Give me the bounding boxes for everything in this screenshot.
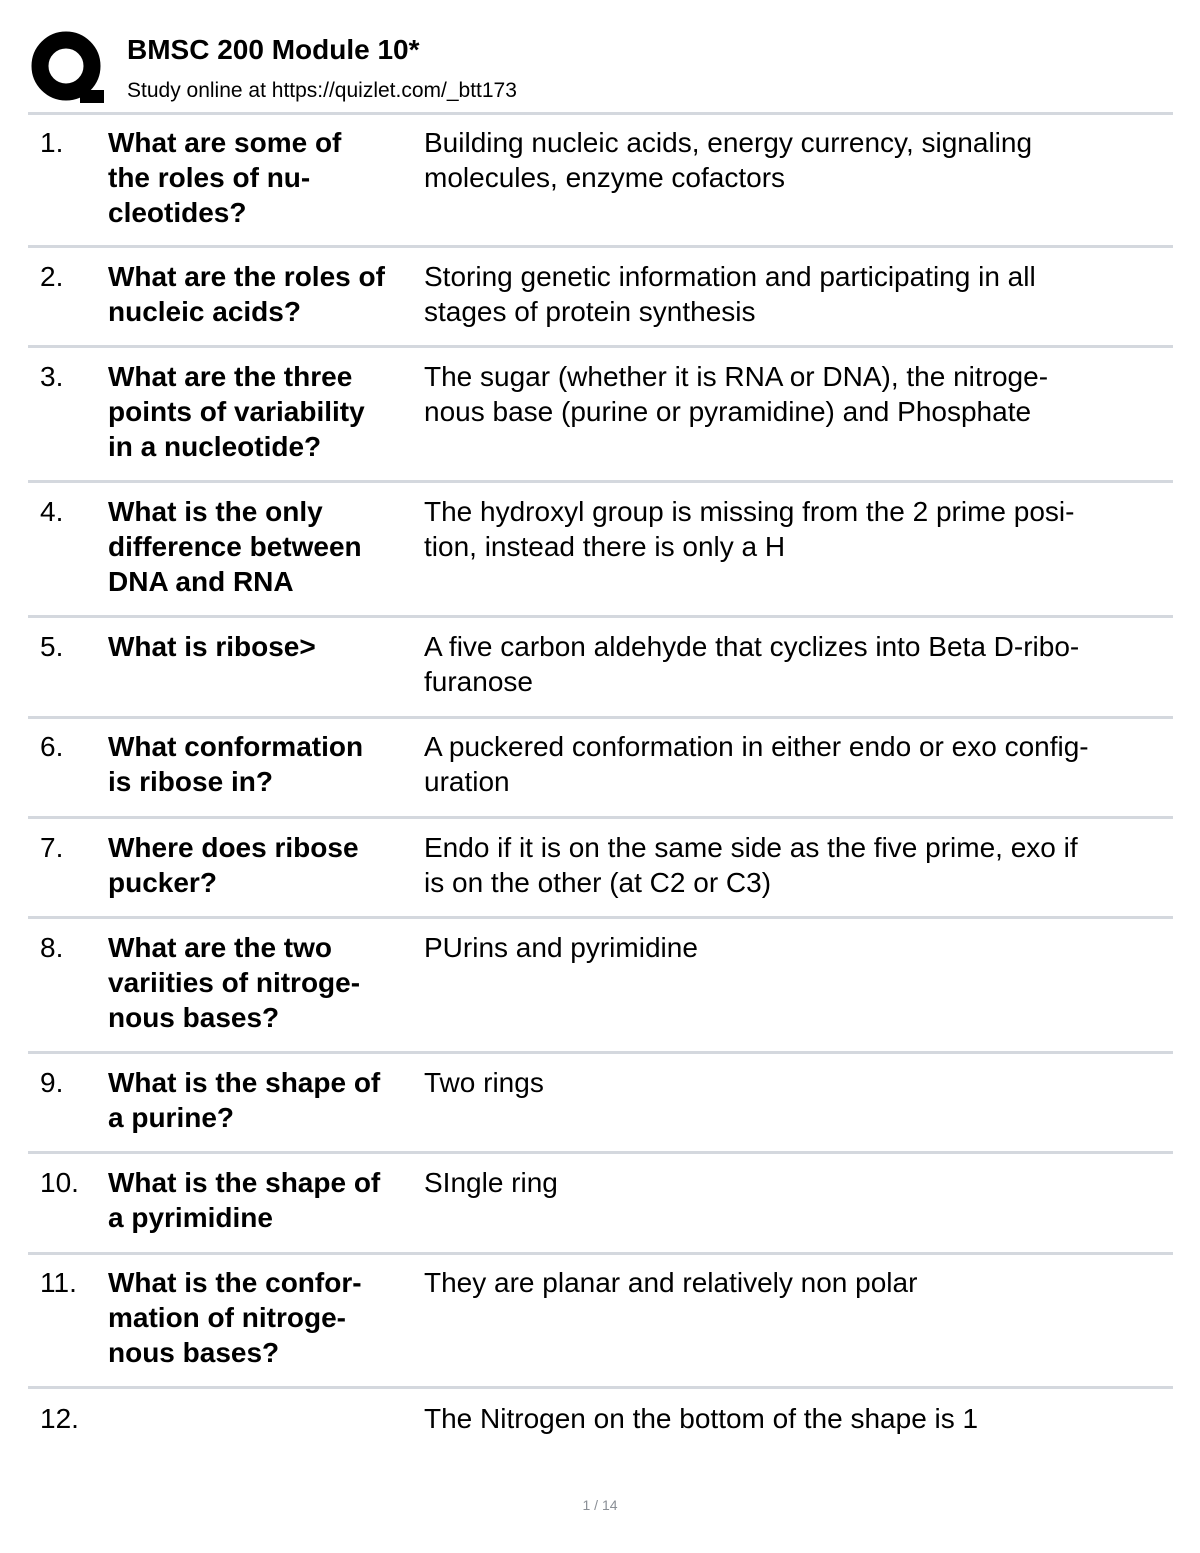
card-definition: The Nitrogen on the bottom of the shape is 1 xyxy=(424,1403,979,1434)
card-number: 8. xyxy=(40,932,64,963)
divider xyxy=(28,1252,1173,1255)
card-number: 1. xyxy=(40,127,64,158)
divider xyxy=(28,112,1173,115)
card-term: What are the two variities of nitroge- nous bases? xyxy=(108,932,361,1033)
card-number: 6. xyxy=(40,731,64,762)
divider xyxy=(28,480,1173,483)
divider xyxy=(28,716,1173,719)
divider xyxy=(28,245,1173,248)
card-number: 3. xyxy=(40,361,64,392)
divider xyxy=(28,615,1173,618)
card-number: 11. xyxy=(40,1267,77,1298)
divider xyxy=(28,345,1173,348)
card-definition: Endo if it is on the same side as the five prime, exo if is on the other (at C2 or C3) xyxy=(424,832,1078,898)
card-number: 9. xyxy=(40,1067,64,1098)
card-definition: PUrins and pyrimidine xyxy=(424,932,698,963)
card-definition: A five carbon aldehyde that cyclizes into Beta D-ribo- furanose xyxy=(424,631,1080,697)
card-term: What conformation is ribose in? xyxy=(108,731,364,797)
card-term: What are the three points of variability in a nucleotide? xyxy=(108,361,365,462)
study-link-text: Study online at https://quizlet.com/_btt173 xyxy=(127,79,517,102)
card-term: What is the confor- mation of nitroge- nous bases? xyxy=(108,1267,362,1368)
card-term: What are the roles of nucleic acids? xyxy=(108,261,385,327)
card-number: 5. xyxy=(40,631,64,662)
card-term: What is the shape of a purine? xyxy=(108,1067,381,1133)
divider xyxy=(28,916,1173,919)
divider xyxy=(28,1386,1173,1389)
card-term: What is the only difference between DNA and RNA xyxy=(108,496,362,597)
divider xyxy=(28,1051,1173,1054)
page-indicator: 1 / 14 xyxy=(582,1497,618,1513)
card-definition: Storing genetic information and participating in all stages of protein synthesis xyxy=(424,261,1036,327)
divider xyxy=(28,1151,1173,1154)
quizlet-q-logo-icon xyxy=(30,30,106,106)
card-definition: Two rings xyxy=(424,1067,544,1098)
card-definition: They are planar and relatively non polar xyxy=(424,1267,918,1298)
card-number: 12. xyxy=(40,1403,79,1434)
card-definition: A puckered conformation in either endo or exo config- uration xyxy=(424,731,1089,797)
card-number: 4. xyxy=(40,496,64,527)
divider xyxy=(28,816,1173,819)
card-number: 7. xyxy=(40,832,64,863)
page-title: BMSC 200 Module 10* xyxy=(127,34,420,65)
card-definition: The sugar (whether it is RNA or DNA), the nitroge- nous base (purine or pyramidine) and Phosphate xyxy=(424,361,1049,427)
card-term: What is ribose> xyxy=(108,631,316,662)
card-definition: Building nucleic acids, energy currency, signaling molecules, enzyme cofactors xyxy=(424,127,1033,193)
card-definition: SIngle ring xyxy=(424,1167,558,1198)
card-term: What is the shape of a pyrimidine xyxy=(108,1167,381,1233)
card-term: Where does ribose pucker? xyxy=(108,832,359,898)
card-number: 10. xyxy=(40,1167,79,1198)
card-term: What are some of the roles of nu- cleotides? xyxy=(108,127,342,228)
card-number: 2. xyxy=(40,261,64,292)
card-definition: The hydroxyl group is missing from the 2 prime posi- tion, instead there is only a H xyxy=(424,496,1075,562)
page-header xyxy=(0,0,1200,112)
